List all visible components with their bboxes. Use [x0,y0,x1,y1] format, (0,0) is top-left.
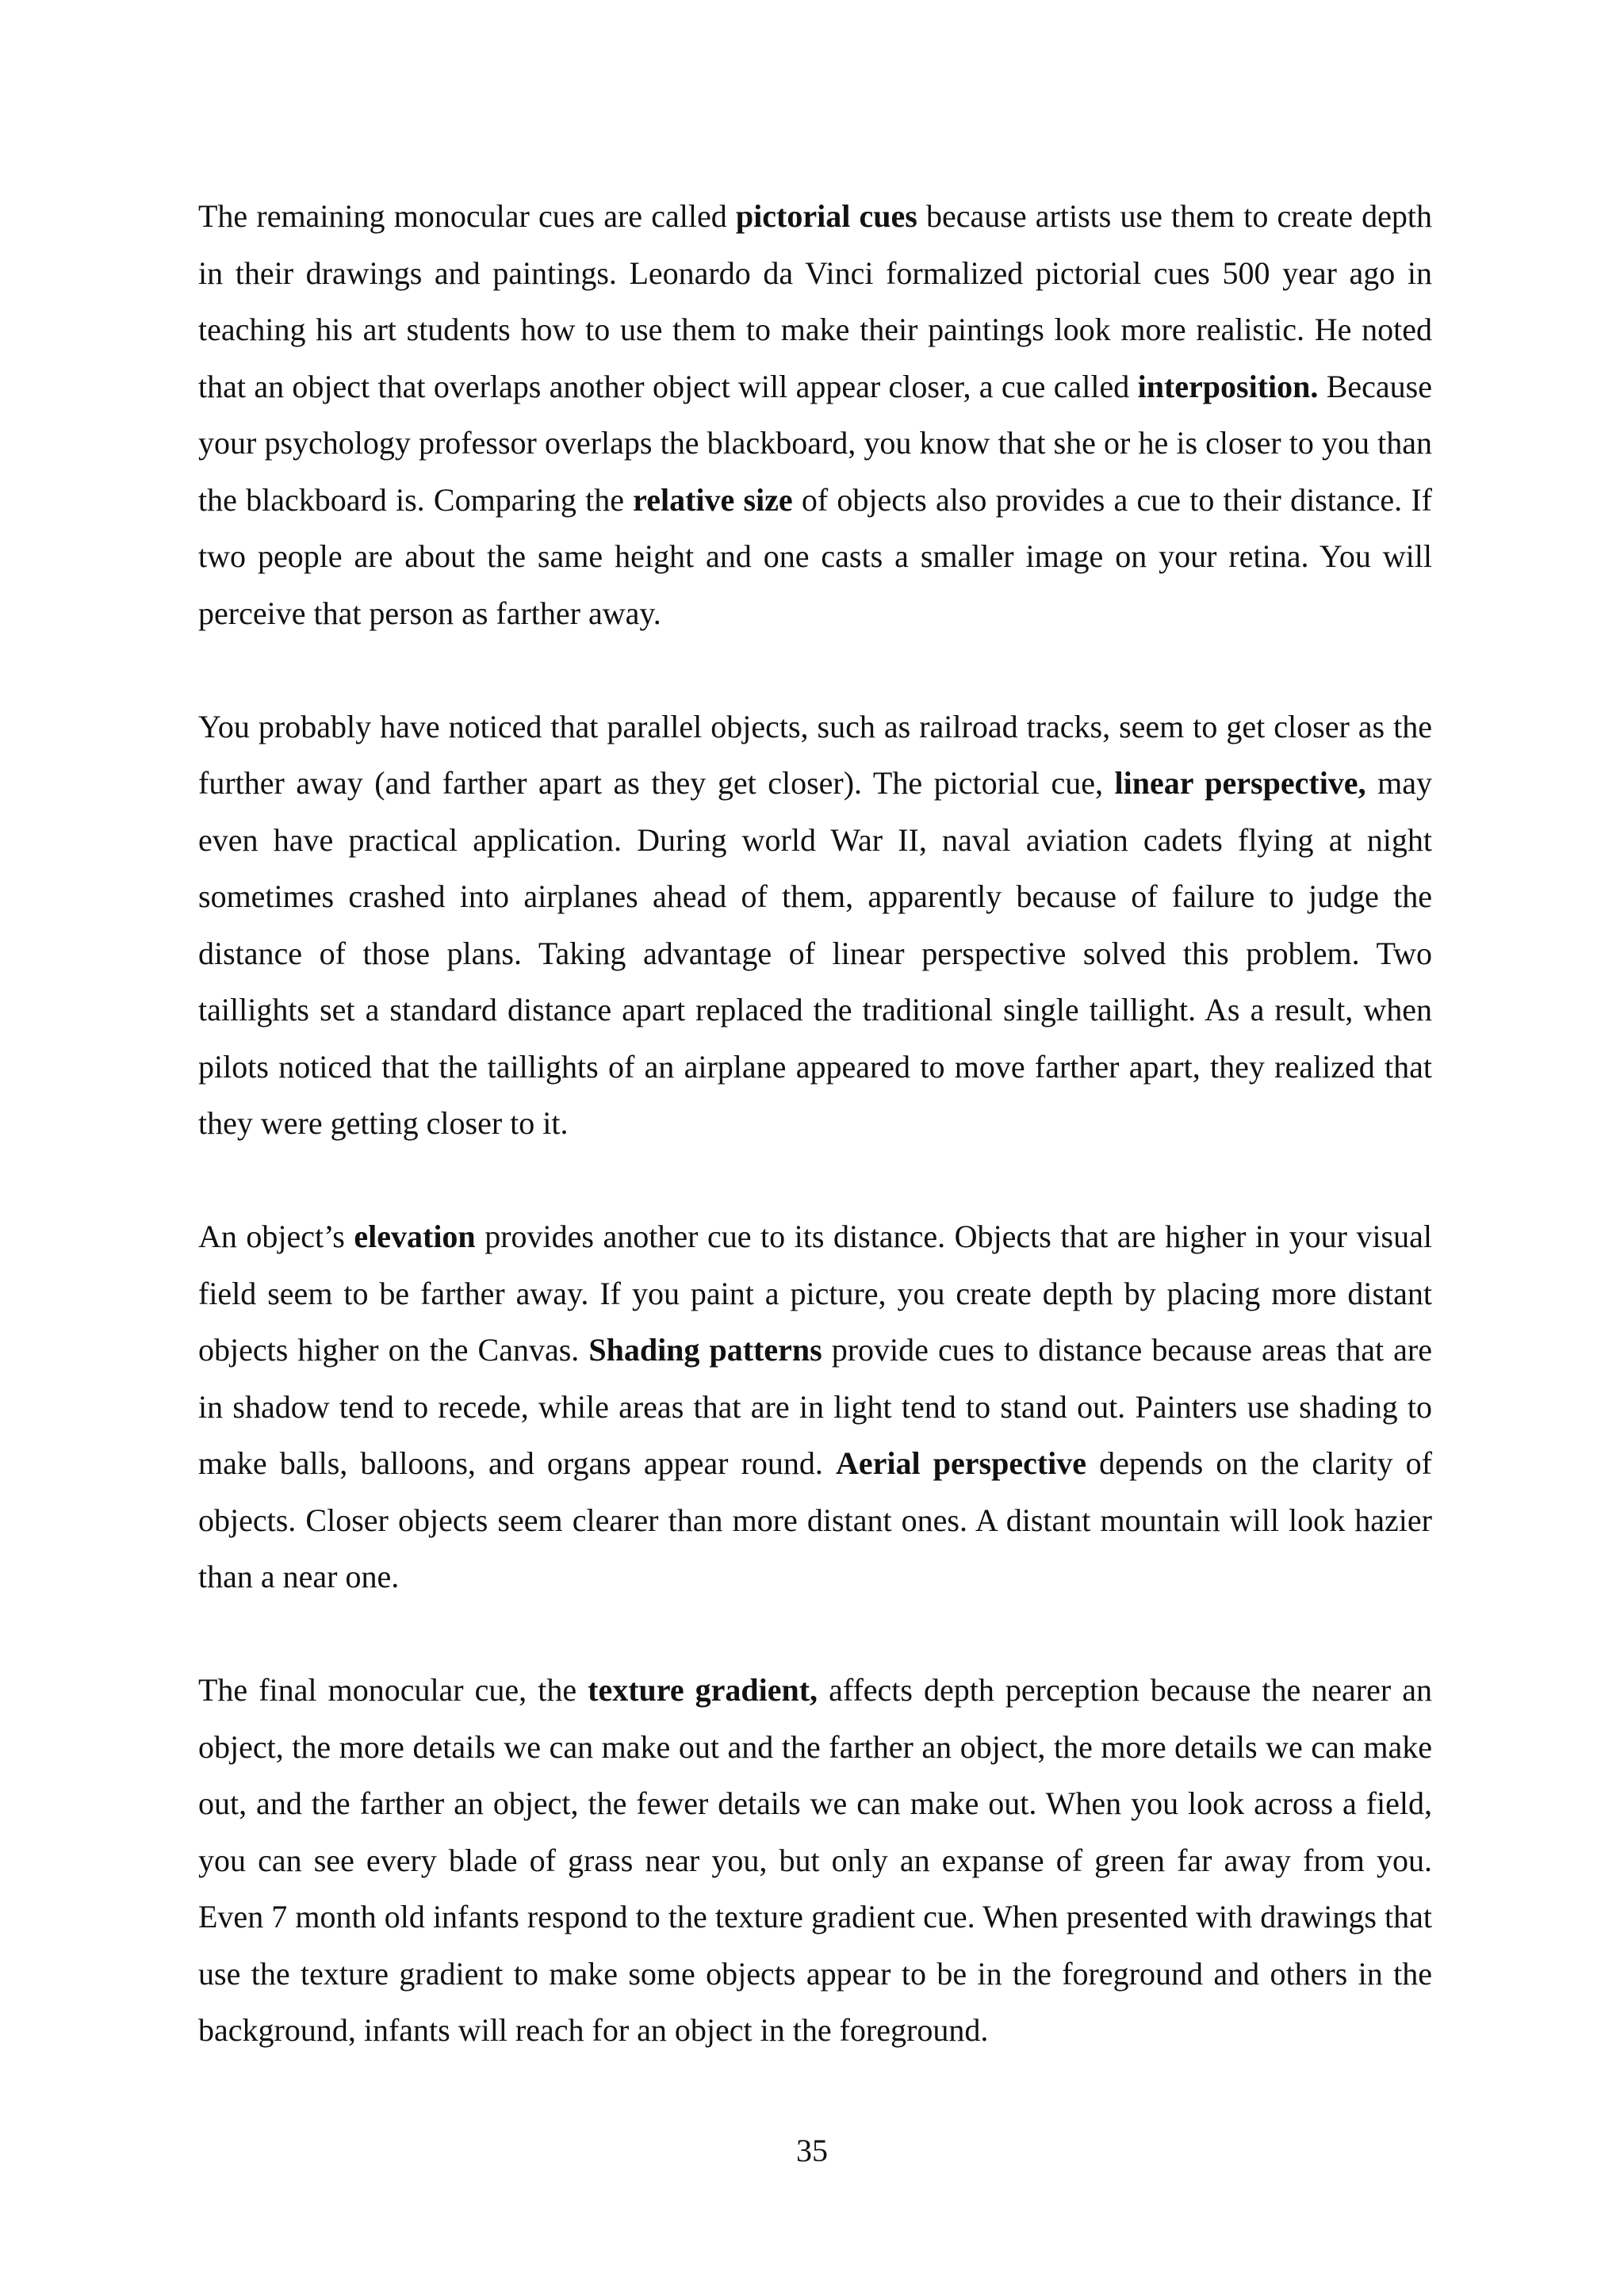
text-run: may even have practical application. During world War II, naval aviation cadets flying at night sometimes crashed into airplanes ahead of them, apparently because of failure to judge the distance of those plans. Taking advantage of linear perspective solved this problem. Two taillights set a standard distance apart replaced the traditional single taillight. As a result, when pilots noticed that the taillights of an airplane appeared to move farther apart, they realized that they were getting closer to it. [198,765,1432,1141]
key-term: pictorial cues [735,198,917,234]
key-term: Shading patterns [588,1332,822,1368]
text-run: provides another cue to its distance. Objects that are higher in your visual field seem to be farther away. If you paint a picture, you create depth by placing more distant objects higher on the Canvas. [198,1219,1432,1368]
key-term: elevation [354,1219,476,1254]
text-run: of objects also provides a cue to their distance. If two people are about the same height and one casts a smaller image on your retina. You will perceive that person as farther away. [198,481,1432,631]
text-run: affects depth perception because the nearer an object, the more details we can make out and the farther an object, the more details we can make out, and the farther an object, the fewer details we can make out. When you look across a field, you can see every blade of grass near you, but only an expanse of green far away from you. Even 7 month old infants respond to the texture gradient cue. When presented with drawings that use the texture gradient to make some objects appear to be in the foreground and others in the background, infants will reach for an object in the foreground. [198,1672,1432,2048]
key-term: Aerial perspective [836,1445,1087,1481]
text-run: Because your psychology professor overlaps the blackboard, you know that she or he is closer to you than the blackboard is. Comparing the [198,368,1432,518]
paragraph [198,698,1432,1152]
paragraph [198,1208,1432,1605]
text-run: The remaining monocular cues are called [198,198,736,234]
page-number: 35 [796,2133,828,2168]
text-run: The final monocular cue, the [198,1672,588,1708]
text-run: provide cues to distance because areas that are in shadow tend to recede, while areas that are in light tend to stand out. Painters use shading to make balls, balloons, and organs appear round. [198,1332,1433,1481]
text-run: An object’s [198,1219,354,1254]
paragraph [198,1662,1432,2059]
key-term: linear perspective, [1114,765,1366,801]
key-term: texture gradient, [588,1672,818,1708]
text-run: depends on the clarity of objects. Closer objects seem clearer than more distant ones. A distant mountain will look hazier than a near one. [198,1445,1432,1594]
body-text [198,188,1432,2115]
key-term: interposition. [1137,368,1319,404]
text-run: because artists use them to create depth in their drawings and paintings. Leonardo da Vinci formalized pictorial cues 500 year ago in teaching his art students how to use them to make their paintings look more realistic. He noted that an object that overlaps another object will appear closer, a cue called [198,198,1433,404]
paragraph [198,188,1432,641]
key-term: relative size [633,481,793,518]
text-run: You probably have noticed that parallel objects, such as railroad tracks, seem to get closer as the further away (and farther apart as they get closer). The pictorial cue, [198,708,1432,801]
